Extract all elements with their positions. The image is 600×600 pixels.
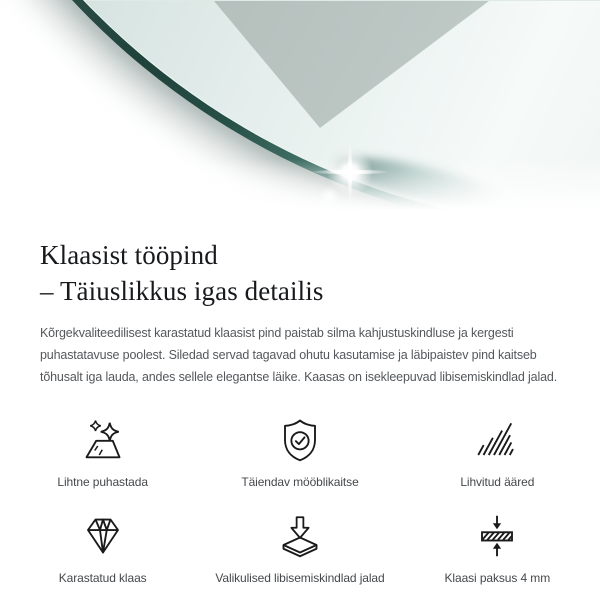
page-title-line2: – Täiuslikkus igas detailis: [40, 276, 324, 306]
feature-label: Klaasi paksus 4 mm: [444, 571, 551, 585]
description-section: [0, 237, 600, 388]
diamond-icon: [79, 512, 127, 560]
paragraph-line: tõhusalt iga lauda, andes sellele elegantse läike. Kaasas on isekleepuvad libisemiskindlad jalad.: [40, 370, 558, 384]
sparkle-clean-icon: [79, 416, 127, 464]
feature-label: Karastatud klaas: [58, 571, 147, 585]
feature-anti-slip-feet: [201, 512, 398, 586]
paragraph-line: puhastatavuse poolest. Siledad servad tagavad ohutu kasutamise ja läbipaistev pind kaitseb: [40, 348, 537, 362]
page-title-line1: Klaasist tööpind: [40, 240, 218, 270]
page-title: [40, 237, 560, 309]
feature-label: Lihtne puhastada: [57, 475, 148, 489]
feature-furniture-protection: [201, 416, 398, 490]
place-on-surface-icon: [276, 512, 324, 560]
feature-easy-clean: [4, 416, 201, 490]
product-hero-image: [0, 0, 600, 215]
feature-polished-edges: [399, 416, 596, 490]
feature-label: Täiendav mööblikaitse: [241, 475, 359, 489]
glass-thickness-icon: [473, 512, 521, 560]
shield-check-icon: [276, 416, 324, 464]
feature-glass-thickness: [399, 512, 596, 586]
feature-label: Valikulised libisemiskindlad jalad: [215, 571, 385, 585]
feature-grid: [0, 416, 600, 586]
polished-edges-icon: [473, 416, 521, 464]
paragraph-line: Kõrgekvaliteedilisest karastatud klaasist pind paistab silma kahjustuskindluse ja kergesti: [40, 326, 514, 340]
description-paragraph: [40, 322, 560, 388]
feature-tempered-glass: [4, 512, 201, 586]
feature-label: Lihvitud ääred: [460, 475, 535, 489]
hero-bottom-fade: [0, 0, 600, 215]
